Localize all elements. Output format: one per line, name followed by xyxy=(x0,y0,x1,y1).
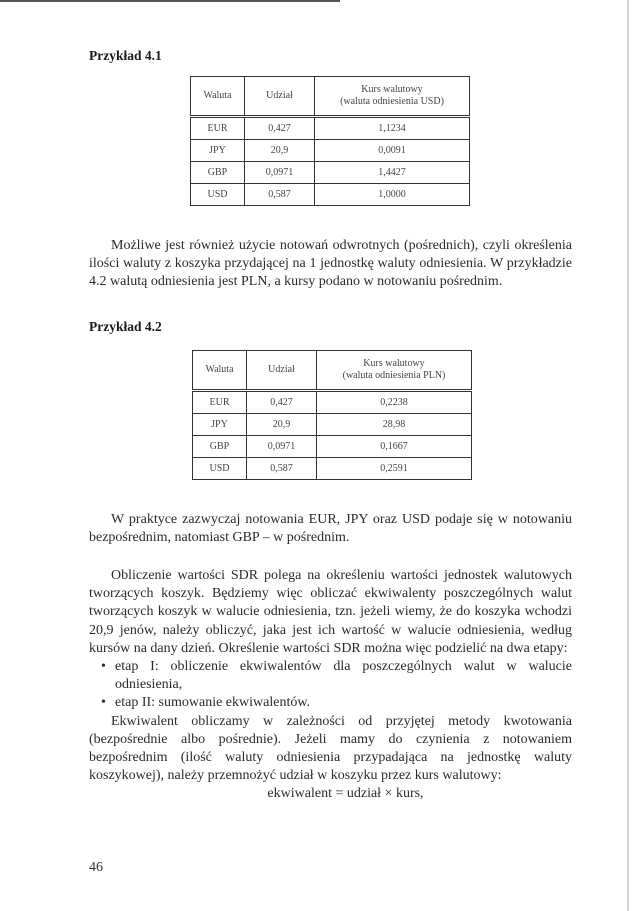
body-text: Możliwe jest również użycie notowań odwrotnych (pośrednich), czyli określenia ilości waluty z koszyka przydającej na 1 jednostkę waluty odniesienia. W przykładzie 4.2 walutą odniesienia jest PLN, a kursy podano w notowaniu pośrednim. xyxy=(89,238,572,290)
header-share: Udział xyxy=(247,351,317,391)
table-row xyxy=(193,391,472,414)
cell-share: 0,427 xyxy=(245,117,315,140)
table-header-row xyxy=(193,351,472,391)
paragraph-quotation-practice xyxy=(89,511,572,547)
header-rate-reference: (waluta odniesienia PLN) xyxy=(342,370,446,381)
header-rate-reference: (waluta odniesienia USD) xyxy=(340,96,444,107)
page-number: 46 xyxy=(89,860,103,875)
cell-rate: 1,4427 xyxy=(315,162,470,184)
cell-share: 0,587 xyxy=(245,184,315,206)
steps-list xyxy=(89,658,572,713)
cell-rate: 28,98 xyxy=(317,414,472,436)
header-currency: Waluta xyxy=(193,351,247,391)
cell-share: 20,9 xyxy=(247,414,317,436)
example-4-2-heading: Przykład 4.2 xyxy=(89,319,162,334)
cell-share: 0,587 xyxy=(247,458,317,480)
table-row xyxy=(191,140,470,162)
paragraph-sdr-calculation xyxy=(89,567,572,804)
cell-share: 0,0971 xyxy=(245,162,315,184)
cell-rate: 1,1234 xyxy=(315,117,470,140)
formula: ekwiwalent = udział × kurs, xyxy=(267,786,424,802)
top-rule xyxy=(0,0,340,2)
header-rate-title: Kurs walutowy xyxy=(363,358,425,369)
table-row xyxy=(191,162,470,184)
header-currency: Waluta xyxy=(191,77,245,117)
cell-currency: JPY xyxy=(193,414,247,436)
cell-currency: EUR xyxy=(193,391,247,414)
list-item: • etap I: obliczenie ekwiwalentów dla poszczególnych walut w walucie odniesienia, xyxy=(89,658,572,694)
cell-currency: JPY xyxy=(191,140,245,162)
table-row xyxy=(193,414,472,436)
cell-currency: GBP xyxy=(193,436,247,458)
cell-currency: EUR xyxy=(191,117,245,140)
cell-rate: 0,2591 xyxy=(317,458,472,480)
table-header-row xyxy=(191,77,470,117)
body-text: Ekwiwalent obliczamy w zależności od przyjętej metody kwotowania (bezpośrednie albo pośrednie). Jeżeli mamy do czynienia z notowaniem bezpośrednim (ilość waluty odniesienia przypadająca na jednostkę waluty koszykowej), należy przemnożyć udział w koszyku przez kurs walutowy: xyxy=(89,713,572,784)
header-share: Udział xyxy=(245,77,315,117)
example-4-1-table xyxy=(190,76,470,206)
table-row xyxy=(193,436,472,458)
list-item: • etap II: sumowanie ekwiwalentów. xyxy=(89,694,572,712)
body-text: W praktyce zazwyczaj notowania EUR, JPY oraz USD podaje się w notowaniu bezpośrednim, natomiast GBP – w pośrednim. xyxy=(89,512,572,546)
paragraph-indirect-quotes xyxy=(89,237,572,292)
header-rate xyxy=(315,77,470,117)
table-row xyxy=(191,184,470,206)
cell-rate: 0,2238 xyxy=(317,391,472,414)
example-4-2-table xyxy=(192,350,472,480)
cell-share: 20,9 xyxy=(245,140,315,162)
cell-share: 0,427 xyxy=(247,391,317,414)
cell-currency: USD xyxy=(193,458,247,480)
cell-currency: USD xyxy=(191,184,245,206)
cell-currency: GBP xyxy=(191,162,245,184)
header-rate xyxy=(317,351,472,391)
cell-rate: 0,1667 xyxy=(317,436,472,458)
cell-rate: 1,0000 xyxy=(315,184,470,206)
cell-rate: 0,0091 xyxy=(315,140,470,162)
table-row xyxy=(191,117,470,140)
body-text: Obliczenie wartości SDR polega na określeniu wartości jednostek walutowych tworzących koszyk. Będziemy więc obliczać ekwiwalenty poszczególnych walut tworzących koszyk w walucie odniesienia, tzn. jeżeli wiemy, że do koszyka wchodzi 20,9 jenów, należy obliczyć, jaka jest ich wartość w walucie odniesienia, według kursów na dany dzień. Określenie wartości SDR można więc podzielić na dwa etapy: xyxy=(89,568,572,656)
page-edge xyxy=(627,0,629,911)
example-4-1-heading: Przykład 4.1 xyxy=(89,48,162,63)
table-row xyxy=(193,458,472,480)
cell-share: 0,0971 xyxy=(247,436,317,458)
header-rate-title: Kurs walutowy xyxy=(361,84,423,95)
